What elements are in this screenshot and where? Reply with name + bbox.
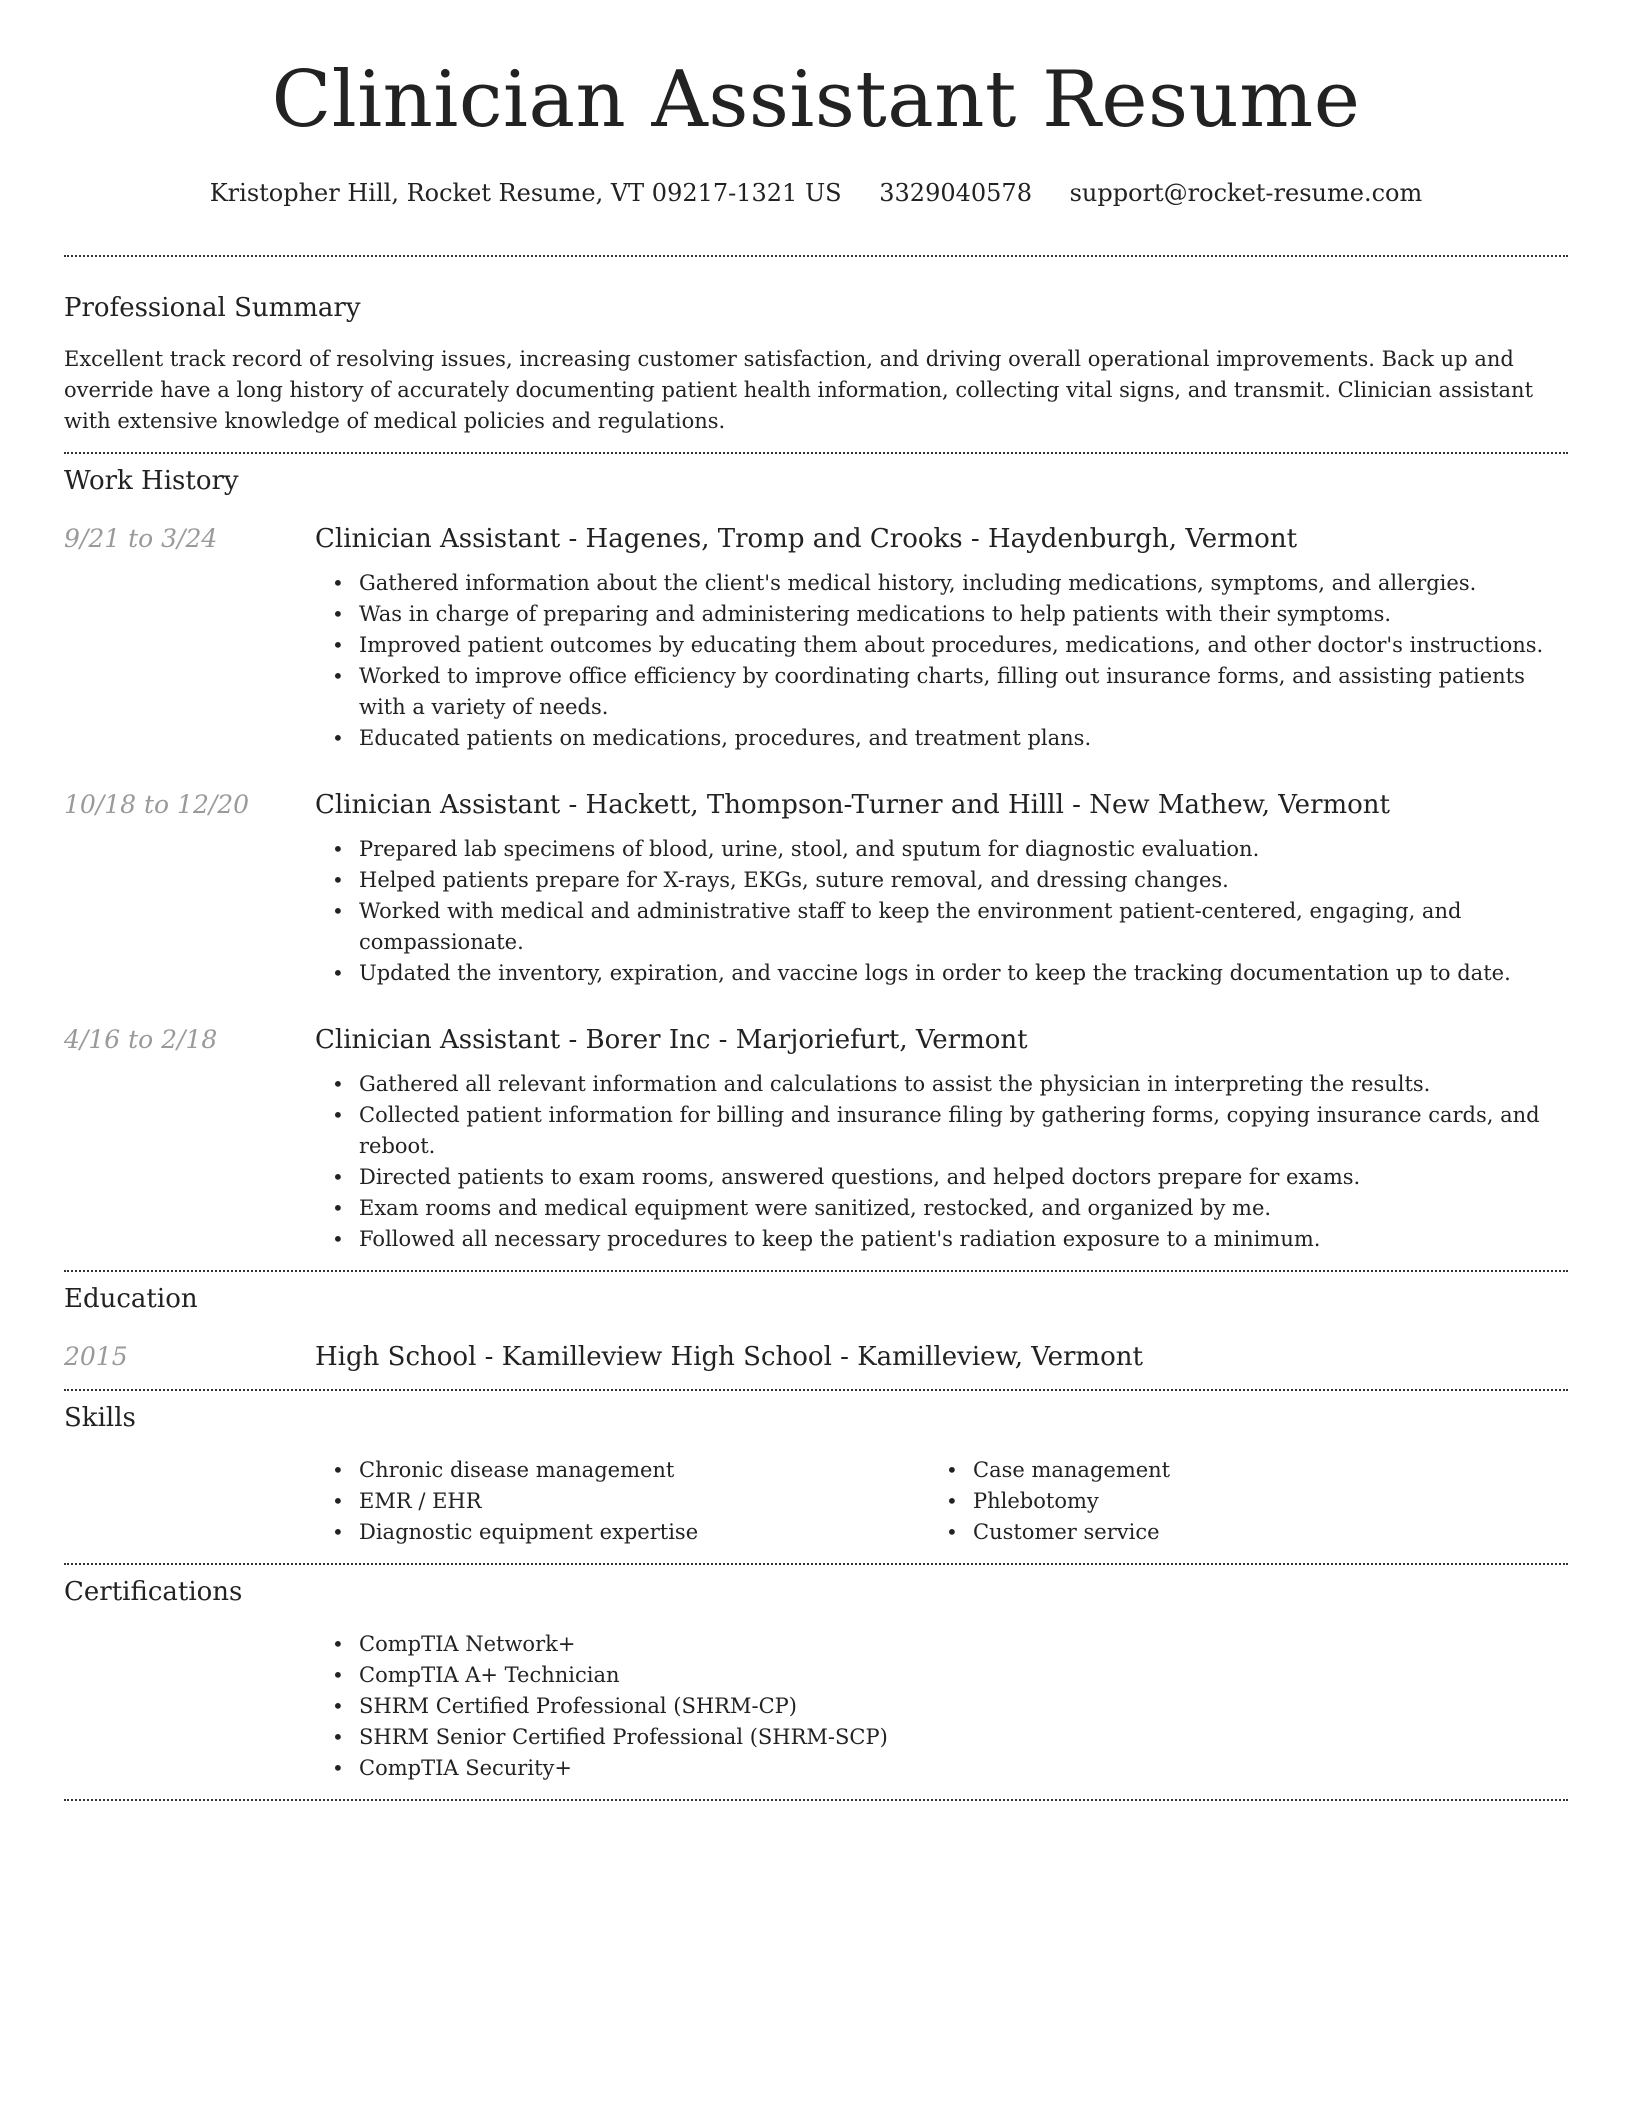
- skills-list-right: [973, 1455, 1533, 1548]
- contact-address: Kristopher Hill, Rocket Resume, VT 09217-1321 US: [209, 179, 842, 207]
- list-item: • Case management: [973, 1455, 1533, 1486]
- certifications-list: [64, 1629, 1568, 1784]
- list-item: • Phlebotomy: [973, 1486, 1533, 1517]
- job-bullets: [64, 1069, 1568, 1255]
- list-item: • Diagnostic equipment expertise: [359, 1517, 973, 1548]
- job-title: Clinician Assistant - Hackett, Thompson-Turner and Hilll - New Mathew, Vermont: [315, 790, 1391, 820]
- summary-text: Excellent track record of resolving issues, increasing customer satisfaction, and driving overall operational improvements. Back up and override have a long history of accurately documenting patient health information, collecting vital signs, and transmit. Clinician assistant with extensive knowledge of medical policies and regulations.: [64, 347, 1534, 433]
- education-heading: Education: [64, 1284, 198, 1314]
- skills-heading: Skills: [64, 1403, 136, 1433]
- education-year: 2015: [64, 1342, 128, 1371]
- list-item: • Helped patients prepare for X-rays, EKGs, suture removal, and dressing changes.: [359, 865, 1568, 896]
- certifications-heading: Certifications: [64, 1577, 243, 1607]
- list-item: • Worked with medical and administrative staff to keep the environment patient-centered, engaging, and compassionate.: [359, 896, 1568, 958]
- contact-line: [64, 178, 1568, 208]
- list-item: • SHRM Senior Certified Professional (SHRM-SCP): [359, 1722, 1568, 1753]
- summary-heading: Professional Summary: [64, 293, 361, 323]
- list-item: • Customer service: [973, 1517, 1533, 1548]
- list-item: • Followed all necessary procedures to keep the patient's radiation exposure to a minimum.: [359, 1224, 1568, 1255]
- list-item: • Educated patients on medications, procedures, and treatment plans.: [359, 723, 1568, 754]
- education-title: High School - Kamilleview High School - Kamilleview, Vermont: [315, 1342, 1143, 1372]
- list-item: • CompTIA Network+: [359, 1629, 1568, 1660]
- section-divider: [64, 1799, 1568, 1801]
- list-item: • Exam rooms and medical equipment were sanitized, restocked, and organized by me.: [359, 1193, 1568, 1224]
- job-title: Clinician Assistant - Borer Inc - Marjoriefurt, Vermont: [315, 1025, 1028, 1055]
- education-entry: [64, 1340, 1568, 1374]
- list-item: • Improved patient outcomes by educating them about procedures, medications, and other doctor's instructions.: [359, 630, 1568, 661]
- resume-title: Clinician Assistant Resume: [271, 55, 1361, 145]
- work-history-heading: Work History: [64, 466, 239, 496]
- list-item: • Chronic disease management: [359, 1455, 973, 1486]
- list-item: • Was in charge of preparing and administering medications to help patients with their symptoms.: [359, 599, 1568, 630]
- skills-grid: [64, 1455, 1568, 1548]
- list-item: • CompTIA Security+: [359, 1753, 1568, 1784]
- work-history-section: [64, 454, 1568, 1270]
- job-entry: [64, 1023, 1568, 1270]
- certifications-section: [64, 1565, 1568, 1799]
- summary-section: [64, 257, 1568, 452]
- list-item: • Worked to improve office efficiency by coordinating charts, filling out insurance forms, and assisting patients with a variety of needs.: [359, 661, 1568, 723]
- list-item: • Gathered information about the client's medical history, including medications, symptoms, and allergies.: [359, 568, 1568, 599]
- job-entry: [64, 788, 1568, 989]
- list-item: • Updated the inventory, expiration, and vaccine logs in order to keep the tracking documentation up to date.: [359, 958, 1568, 989]
- list-item: • EMR / EHR: [359, 1486, 973, 1517]
- job-dates: 10/18 to 12/20: [64, 790, 250, 819]
- contact-email: support@rocket-resume.com: [1069, 179, 1423, 207]
- job-dates: 4/16 to 2/18: [64, 1025, 218, 1054]
- skills-list-left: [359, 1455, 973, 1548]
- job-dates: 9/21 to 3/24: [64, 524, 218, 553]
- job-bullets: [64, 568, 1568, 754]
- list-item: • Gathered all relevant information and calculations to assist the physician in interpreting the results.: [359, 1069, 1568, 1100]
- list-item: • Prepared lab specimens of blood, urine, stool, and sputum for diagnostic evaluation.: [359, 834, 1568, 865]
- list-item: • Collected patient information for billing and insurance filing by gathering forms, copying insurance cards, and reboot.: [359, 1100, 1568, 1162]
- list-item: • CompTIA A+ Technician: [359, 1660, 1568, 1691]
- job-title: Clinician Assistant - Hagenes, Tromp and Crooks - Haydenburgh, Vermont: [315, 524, 1298, 554]
- job-entry: [64, 522, 1568, 754]
- skills-section: [64, 1391, 1568, 1563]
- contact-phone: 3329040578: [879, 179, 1032, 207]
- list-item: • SHRM Certified Professional (SHRM-CP): [359, 1691, 1568, 1722]
- list-item: • Directed patients to exam rooms, answered questions, and helped doctors prepare for exams.: [359, 1162, 1568, 1193]
- job-bullets: [64, 834, 1568, 989]
- education-section: [64, 1272, 1568, 1389]
